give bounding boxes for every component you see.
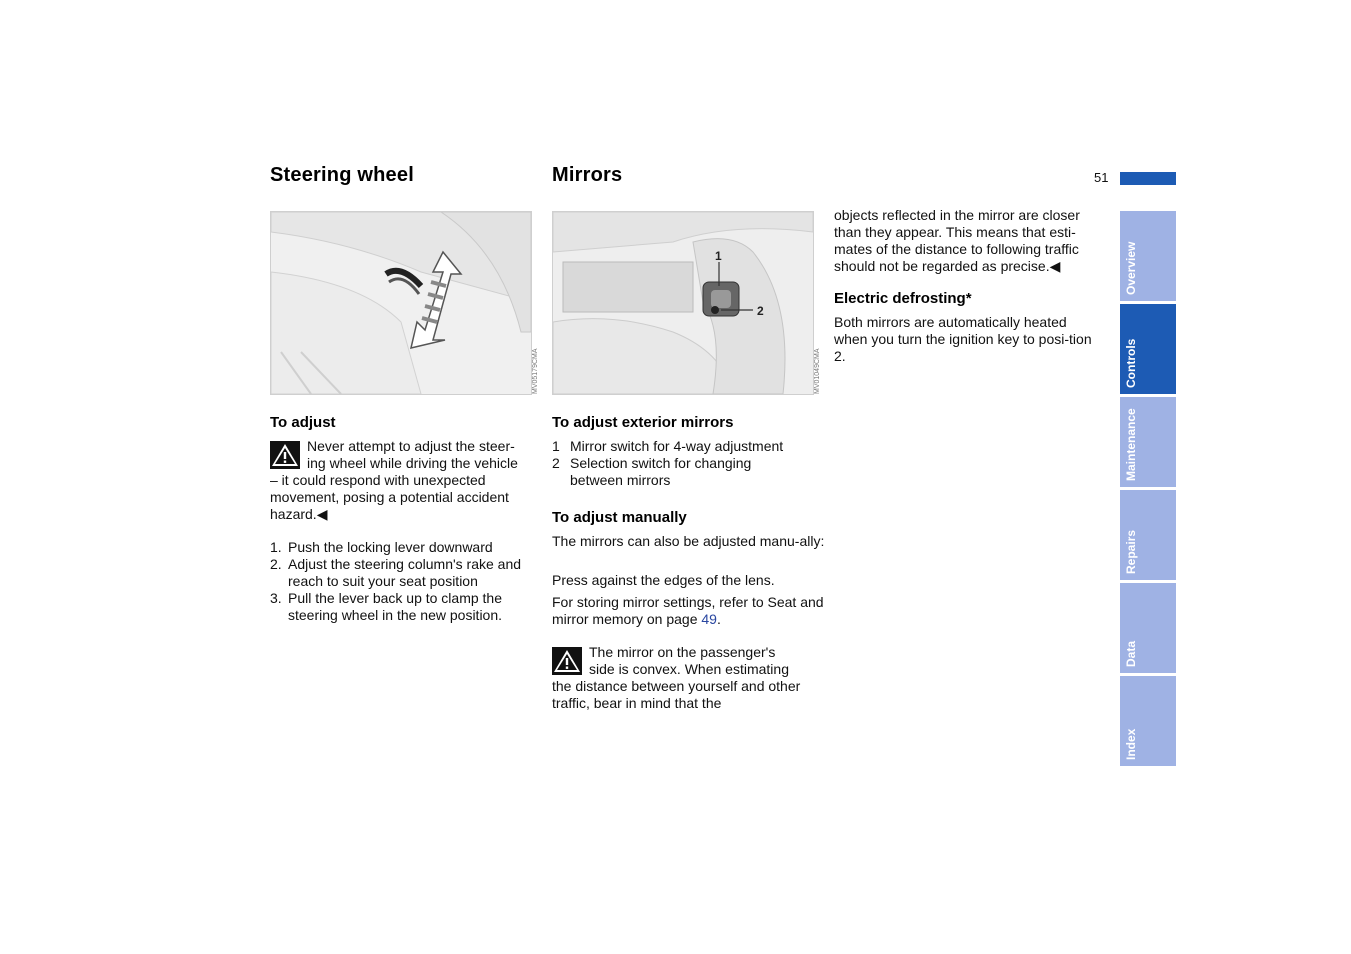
steering-steps-list [270,539,532,624]
steering-warning-line-1: Never attempt to adjust the steer- [307,438,515,454]
list-item-number: 2 [552,455,560,471]
mirror-switch-illustration [552,211,814,395]
page-number-bar [1120,172,1176,185]
list-item-number: 3. [270,590,282,606]
tab-repairs[interactable] [1120,490,1176,580]
steering-figure-code: MV05179CMA [532,348,539,394]
to-adjust-heading: To adjust [270,414,336,431]
steering-warning-line-2: ing wheel while driving the vehicle [307,455,518,471]
list-item [270,590,532,624]
list-item [270,556,532,590]
adjust-manually-text: The mirrors can also be adjusted manu-ally: [552,533,825,549]
list-item [552,455,807,489]
mirror-warning-body: the distance between yourself and other traffic, bear in mind that the [552,678,801,711]
list-item-number: 1 [552,438,560,454]
list-item-text: Selection switch for changing between mirrors [570,455,752,488]
mirrors-title: Mirrors [552,164,623,186]
end-mark: ◀ [316,506,328,522]
page-number: 51 [1094,170,1109,185]
list-item-text: Push the locking lever downward [288,539,493,555]
mirror-warning-line-1: The mirror on the passenger's [589,644,776,660]
tab-controls[interactable] [1120,304,1176,394]
steering-lever-drawing [271,212,531,394]
tab-overview[interactable] [1120,211,1176,301]
page-49-link[interactable]: 49 [701,611,717,627]
tab-label: Data [1124,640,1138,667]
callout-1-label: 1 [715,249,722,263]
adjust-manually-heading: To adjust manually [552,509,687,526]
door-switch-drawing [553,212,813,394]
end-mark: ◀ [1049,258,1061,274]
exterior-mirrors-heading: To adjust exterior mirrors [552,414,734,431]
list-item-text: Pull the lever back up to clamp the steering wheel in the new position. [288,590,503,623]
list-item-number: 2. [270,556,282,572]
mirror-figure-code: MV01049CMA [814,348,821,394]
mirror-warning-continued [834,207,1106,275]
tab-label: Overview [1124,241,1138,295]
list-item-text: Adjust the steering column's rake and reach to suit your seat position [288,556,522,589]
memory-reference-end: . [716,611,721,627]
list-item-text: Mirror switch for 4-way adjustment [570,438,784,454]
electric-defrosting-heading: Electric defrosting* [834,290,972,307]
steering-wheel-title: Steering wheel [270,164,414,186]
list-item [270,539,532,556]
continued-warning-text: objects reflected in the mirror are closer than they appear. This means that esti-mates of the distance to following traffic should not be regarded as precise. [834,207,1080,274]
press-edges-text: Press against the edges of the lens. [552,572,775,588]
steering-warning-body [270,472,532,523]
warning-icon [270,441,300,469]
mirror-warning-line-2: side is convex. When estimating [589,661,789,677]
tab-label: Index [1124,728,1138,760]
callout-2-label: 2 [757,304,764,318]
tab-data[interactable] [1120,583,1176,673]
steering-warning-text: – it could respond with unexpected movement, posing a potential accident hazard. [270,472,509,522]
tab-label: Repairs [1124,529,1138,574]
list-item-number: 1. [270,539,282,555]
tab-label: Maintenance [1124,408,1138,481]
tab-label: Controls [1124,338,1138,388]
electric-defrosting-text: Both mirrors are automatically heated when you turn the ignition key to posi-tion 2. [834,314,1092,364]
steering-wheel-illustration [270,211,532,395]
list-item [552,438,807,455]
memory-reference-text: For storing mirror settings, refer to Seat and mirror memory on page [552,594,824,627]
tab-maintenance[interactable] [1120,397,1176,487]
mirror-memory-text [552,594,827,628]
exterior-mirrors-list [552,438,807,489]
tab-index[interactable] [1120,676,1176,766]
warning-icon [552,647,582,675]
